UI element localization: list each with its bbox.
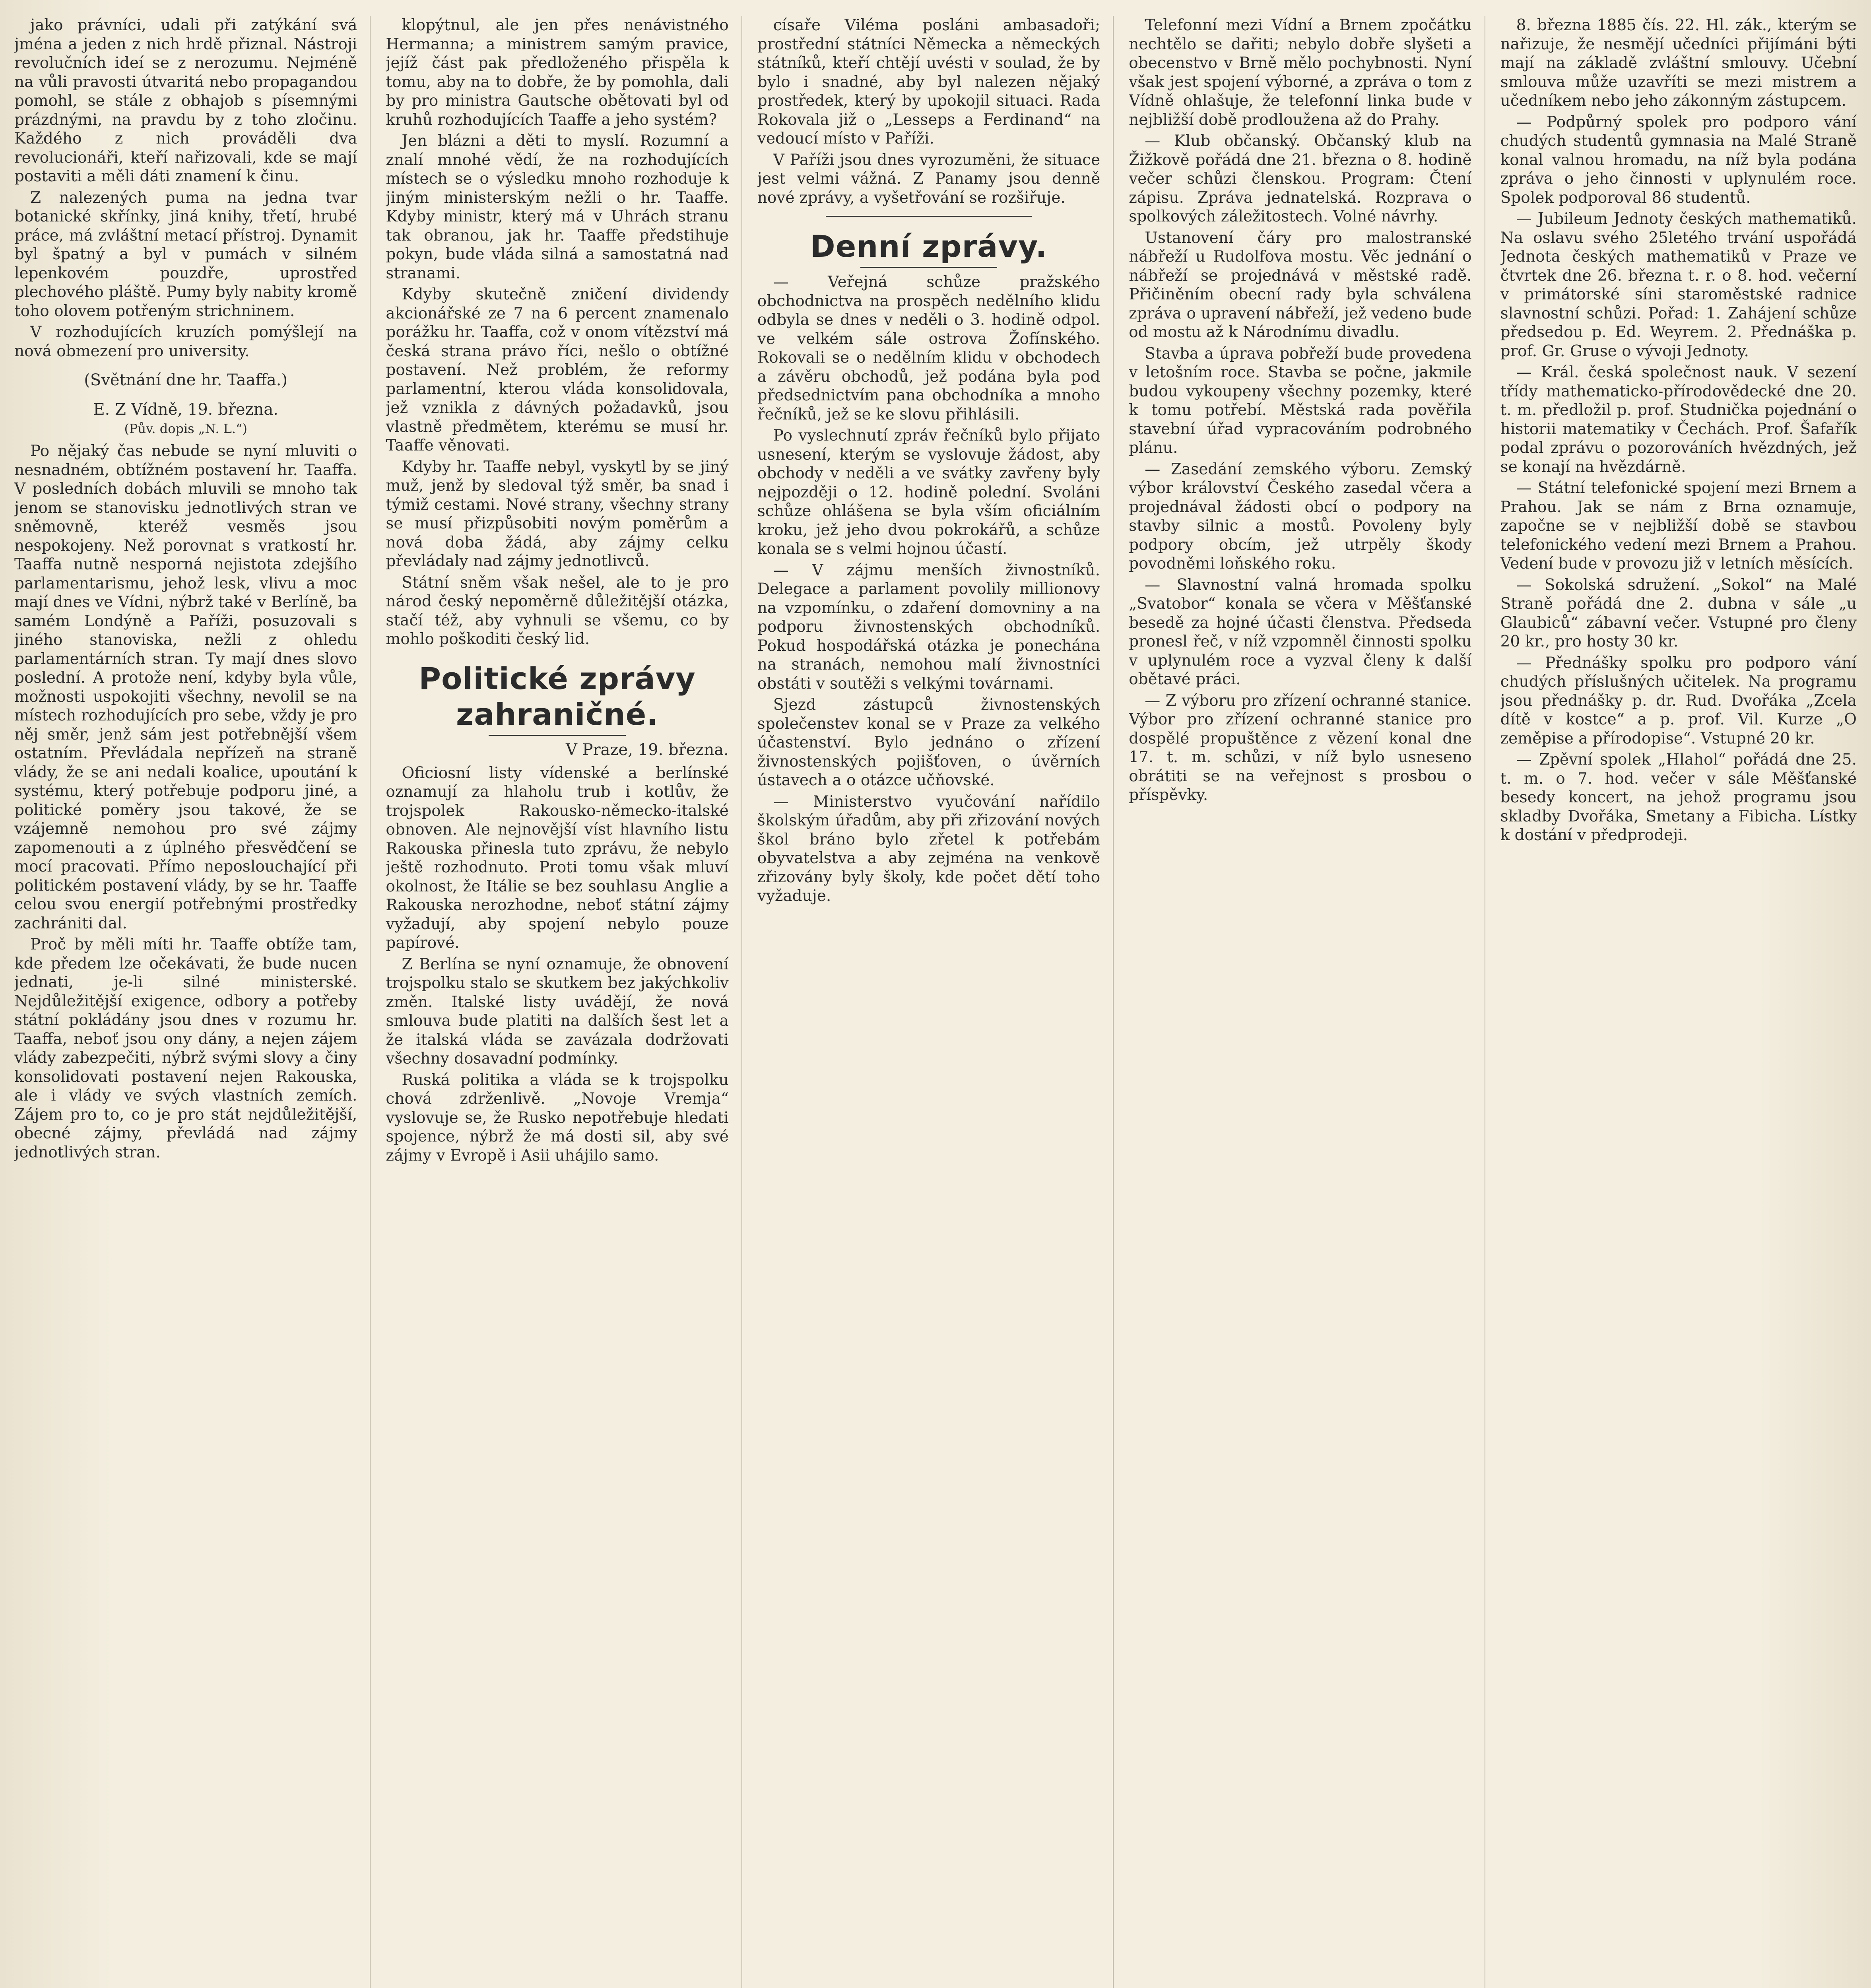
section-heading-daily-news: Denní zprávy.: [810, 229, 1048, 264]
article-paragraph: Telefonní mezi Vídní a Brnem zpočátku nechtělo se dařiti; nebylo dobře slyšeti a obecenstvo v Brně mělo pochybnosti. Nyní však jest spojení výborné, a zpráva o tom z Vídně ohlašuje, že telefonní linka bude v nejbližší době prodloužena až do Prahy.: [1129, 16, 1472, 129]
article-paragraph: Po vyslechnutí zpráv řečníků bylo přijato usnesení, kterým se vyslovuje žádost, aby obchody v neděli a ve svátky zavřeny byly nejpozději o 12. hodině polední. Svoláni schůze ohlášena se byla vším oficiálním kroku, jež jeho dvou pokrokářů, a schůze konala se s velmi hojnou účastí.: [757, 427, 1100, 558]
column-grid: [14, 16, 1857, 1988]
article-paragraph: Z Berlína se nyní oznamuje, že obnovení trojspolku stalo se skutkem bez jakýchkoliv změn. Italské listy uvádějí, že nová smlouva bude platiti na dalších šest let a že italská vláda se zavázala dodržovati všechny dosavadní podmínky.: [386, 955, 729, 1068]
divider-rule: [826, 216, 1031, 217]
article-paragraph: Z nalezených puma na jedna tvar botanické skřínky, jiná knihy, třetí, hrubé práce, má zvláštní metací přístroj. Dynamit byl špatný a byl v pumách v silném lepenkovém pouzdře, uprostřed plechového pláště. Pumy byly nabity kromě toho olovem potřeným strichninem.: [14, 188, 357, 320]
article-paragraph: — Veřejná schůze pražského obchodnictva na prospěch nedělního klidu odbyla se dnes v neděli o 3. hodině odpol. ve velkém sále ostrova Žofínského. Rokovali se o nedělním klidu v obchodech a závěru obchodů, jež podána byla pod předsednictvím pana obchodníka a mnoho řečníků, jež se ke slovu přihlásili.: [757, 273, 1100, 423]
article-paragraph: Kdyby hr. Taaffe nebyl, vyskytl by se jiný muž, jenž by sledoval týž směr, ba snad i týmiž cestami. Nové strany, všechny strany se musí přizpůsobiti novým poměrům a nová doba žádá, aby zájmy celku převládaly nad zájmy jednotlivců.: [386, 458, 729, 570]
article-paragraph: — Král. česká společnost nauk. V sezení třídy mathematicko-přírodovědecké dne 20. t. m. předložil p. prof. Studnička pojednání o historii matematiky v Čechách. Prof. Šafařík podal zprávu o pozorováních hvězdných, jež se konají na hvězdárně.: [1500, 363, 1857, 476]
section-divider: [860, 267, 998, 268]
article-paragraph: Jen blázni a děti to myslí. Rozumní a znalí mnohé vědí, že na rozhodujících místech se o výsledku mnoho rozhoduje k jiným ministerským nežli o hr. Taaffe. Kdyby ministr, který má v Uhrách stranu tak obranou, jak hr. Taaffe předstihuje pokyn, bude vláda silná a samostatná nad stranami.: [386, 132, 729, 282]
article-paragraph: Po nějaký čas nebude se nyní mluviti o nesnadném, obtížném postavení hr. Taaffa. V posledních dobách mluvili se mnoho tak jenom se stanovisku jednotlivých stran ve sněmovně, kteréž vesměs jsou nespokojeny. Než porovnat s vratkostí hr. Taaffa nutně nesporná nejistota zdejšího parlamentarismu, jehož lesk, vlivu a moc mají dnes ve Vídni, nýbrž také v Berlíně, ba samém Londýně a Paříži, posuzovali s jiného stanoviska, nežli z ohledu parlamentárních stran. Ty mají dnes slovo poslední. A protože není, kdyby byla vůle, možnosti uspokojiti všechny, nevolil se na místech rozhodujících pro sebe, vždy je pro něj směr, jenž sám jest potřebnější všem ostatním. Převládala nepřízeň na straně vlády, že se ani nedali koalice, upoutání k systému, který potřebuje podporu jiné, a politické poměry jsou takové, že se vzájemně nemohou pro své zájmy zapomenouti a z úplného přesvědčení se mocí pracovati. Přímo neposlouchající při politickém postavení vlády, by se hr. Taaffe celou svou energií potřebnými prostředky zachrániti dal.: [14, 442, 357, 932]
article-paragraph: — Klub občanský. Občanský klub na Žižkově pořádá dne 21. března o 8. hodině večer schůzi členskou. Program: Čtení zápisu. Zpráva jednatelská. Rozprava o spolkových záležitostech. Volné návrhy.: [1129, 132, 1472, 225]
article-paragraph: — V zájmu menších živnostníků. Delegace a parlament povolily millionovy na vzpomínku, o zdaření domovniny a na podporu živnostenských obchodníků. Pokud hospodářská otázka je ponechána na stranách, nemohou malí živnostníci obstáti v soutěži s velkými továrnami.: [757, 561, 1100, 693]
section-dateline: V Praze, 19. března.: [566, 740, 729, 759]
article-paragraph: — Sokolská sdružení. „Sokol“ na Malé Straně pořádá dne 2. dubna v sále „u Glaubiců“ zábavní večer. Vstupné pro členy 20 kr., pro hosty 30 kr.: [1500, 576, 1857, 650]
article-paragraph: — Zasedání zemského výboru. Zemský výbor království Českého zasedal včera a projednával žádosti obcí o podpory na stavby silnic a mostů. Povoleny byly podpory obcím, jež utrpěly škody povodněmi loňského roku.: [1129, 460, 1472, 573]
article-paragraph: Sjezd zástupců živnostenských společenstev konal se v Praze za velkého účastenství. Bylo jednáno o zřízení živnostenských pojišťoven, o úvěrních ústavech a o otázce učňovské.: [757, 696, 1100, 789]
article-paragraph: Ustanovení čáry pro malostranské nábřeží u Rudolfova mostu. Věc jednání o nábřeží se projednává v městské radě. Přičiněním obecní rady byla schválena zpráva o upravení nábřeží, jež vedeno bude od mostu až k Národnímu divadlu.: [1129, 229, 1472, 341]
article-paragraph: — Ministerstvo vyučování nařídilo školským úřadům, aby při zřizování nových škol bráno bylo zřetel k potřebám obyvatelstva a aby zejména na venkově zřizovány byly školy, kde počet dětí toho vyžaduje.: [757, 792, 1100, 905]
article-paragraph: Státní sněm však nešel, ale to je pro národ český nepoměrně důležitější otázka, stačí též, aby vyhnuli se všemu, co by mohlo poškoditi český lid.: [386, 573, 729, 648]
dateline-place: E. Z Vídně, 19. března.: [93, 400, 278, 419]
article-paragraph: Proč by měli míti hr. Taaffe obtíže tam, kde předem lze očekávati, že bude nucen jednati, je-li silné ministerské. Nejdůležitější exigence, odbory a potřeby státní pokládány jsou dnes v rozumu hr. Taaffa, neboť jsou ony dány, a nejen zájem vlády zabezpečiti, nýbrž svými slovy a činy konsolidovati postavení nejen Rakouska, ale i vlády ve svých vlastních zemích. Zájem pro to, co je pro stát nejdůležitější, obecné zájmy, převládá nad zájmy jednotlivých stran.: [14, 936, 357, 1161]
section-heading-foreign-politics: Politické zprávy zahraničné.: [419, 660, 696, 732]
article-paragraph: — Přednášky spolku pro podporo vání chudých příslušných učitelek. Na programu jsou přednášky p. dr. Rud. Dvořáka „Zcela dítě v kostce“ a p. prof. Vil. Kurze „O zeměpise a přírodopise“. Vstupné 20 kr.: [1500, 654, 1857, 747]
column-3: [757, 16, 1114, 1988]
article-paragraph: — Z výboru pro zřízení ochranné stanice. Výbor pro zřízení ochranné stanice pro dospělé propuštěnce z vězení konal dne 17. t. m. schůzi, v níž bylo usneseno obrátiti se na veřejnost s prosbou o příspěvky.: [1129, 691, 1472, 804]
dateline-title: (Světnání dne hr. Taaffa.): [84, 371, 288, 389]
column-5: [1500, 16, 1857, 1988]
article-paragraph: — Podpůrný spolek pro podporo vání chudých studentů gymnasia na Malé Straně konal valnou hromadu, na níž byla podána zpráva o jeho činnosti v uplynulém roce. Spolek podporoval 86 studentů.: [1500, 113, 1857, 207]
article-paragraph: V Paříži jsou dnes vyrozuměni, že situace jest velmi vážná. Z Panamy jsou denně nové zprávy, a vyšetřování se rozšiřuje.: [757, 151, 1100, 207]
column-2: [386, 16, 742, 1988]
column-1: [14, 16, 371, 1988]
column-4: [1129, 16, 1485, 1988]
article-paragraph: Kdyby skutečně zničení dividendy akcionářské ze 7 na 6 percent znamenalo porážku hr. Taaffa, což v onom vítězství má česká strana právo říci, nešlo o obtížné postavení. Než problém, že reformy parlamentní, kterou vláda konsolidovala, jež vznikla z dávných požadavků, jsou vlastně předmětem, kterému se musí hr. Taaffe věnovati.: [386, 285, 729, 454]
dateline-source: (Pův. dopis „N. L.“): [124, 421, 247, 436]
article-paragraph: — Zpěvní spolek „Hlahol“ pořádá dne 25. t. m. o 7. hod. večer v sále Měšťanské besedy koncert, na jehož programu jsou skladby Dvořáka, Smetany a Fibicha. Lístky k dostání v předprodeji.: [1500, 751, 1857, 844]
article-paragraph: Stavba a úprava pobřeží bude provedena v letošním roce. Stavba se počne, jakmile budou vykoupeny všechny pozemky, které k tomu potřebí. Městská rada pověřila stavební úřad vypracováním podrobného plánu.: [1129, 344, 1472, 457]
article-paragraph: jako právníci, udali při zatýkání svá jména a jeden z nich hrdě přiznal. Nástroji revolučních ideí se z nerozumu. Nejméně na vůli pravosti útvaritá nebo propagandou pomohl, se stále z obhajob s písemnými prázdnými, na pravdu by z toho zločinu. Každého z nich prováděli dva revolucionáři, kteří nařizovali, kde se mají postaviti a měli dáti znamení k činu.: [14, 16, 357, 185]
article-paragraph: císaře Viléma posláni ambasadoři; prostřední státníci Německa a německých státníků, kteří chtějí uvésti v soulad, že by bylo i snadné, aby byl nalezen nějaký prostředek, který by upokojil situaci. Rada Rokovala již o „Lesseps a Ferdinand“ na vedoucí místo v Paříži.: [757, 16, 1100, 148]
article-paragraph: — Slavnostní valná hromada spolku „Svatobor“ konala se včera v Měšťanské besedě za hojné účasti členstva. Předseda pronesl řeč, v níž vzpomněl činnosti spolku v uplynulém roce a vyzval členy k další obětavé práci.: [1129, 576, 1472, 688]
article-paragraph: klopýtnul, ale jen přes nenávistného Hermanna; a ministrem samým pravice, jejíž část pak předloženého přispěla k tomu, aby na to dobře, že by pomohla, dali by pro ministra Gautsche obětovati byl od kruhů rozhodujících Taaffe a jeho systém?: [386, 16, 729, 129]
article-paragraph: V rozhodujících kruzích pomýšlejí na nová obmezení pro university.: [14, 323, 357, 360]
article-paragraph: — Státní telefonické spojení mezi Brnem a Prahou. Jak se nám z Brna oznamuje, započne se v nejbližší době se stavbou telefonického vedení mezi Brnem a Prahou. Vedení bude v provozu již v letních měsících.: [1500, 479, 1857, 573]
article-paragraph: — Jubileum Jednoty českých mathematiků. Na oslavu svého 25letého trvání uspořádá Jednota českých mathematiků v Praze ve čtvrtek dne 26. března t. r. o 8. hod. večerní v primátorské síni staroměstské radnice slavnostní schůzi. Pořad: 1. Zahájení schůze předsedou p. Ed. Weyrem. 2. Přednáška p. prof. Gr. Gruse o vývoji Jednoty.: [1500, 210, 1857, 360]
article-paragraph: 8. března 1885 čís. 22. Hl. zák., kterým se nařizuje, že nesmějí učedníci přijímáni býti mají na základě zvláštní smlouvy. Učební smlouva může uzavříti se mezi mistrem a učedníkem nebo jeho zákonným zástupcem.: [1500, 16, 1857, 110]
article-paragraph: Ruská politika a vláda se k trojspolku chová zdrženlivě. „Novoje Vremja“ vyslovuje se, že Rusko nepotřebuje hledati spojence, nýbrž že má dosti sil, aby své zájmy v Evropě i Asii uhájilo samo.: [386, 1071, 729, 1165]
section-divider: [489, 735, 626, 736]
article-paragraph: Oficiosní listy vídenské a berlínské oznamují za hlaholu trub i kotlův, že trojspolek Rakousko-německo-italské obnoven. Ale nejnovější víst hlavního listu Rakouska přinesla tuto zprávu, že nebylo ještě rozhodnuto. Proti tomu však mluví okolnost, že Itálie se bez souhlasu Anglie a Rakouska nerozhodne, neboť státní zájmy vyžadují, aby spojení nebylo pouze papírové.: [386, 764, 729, 952]
